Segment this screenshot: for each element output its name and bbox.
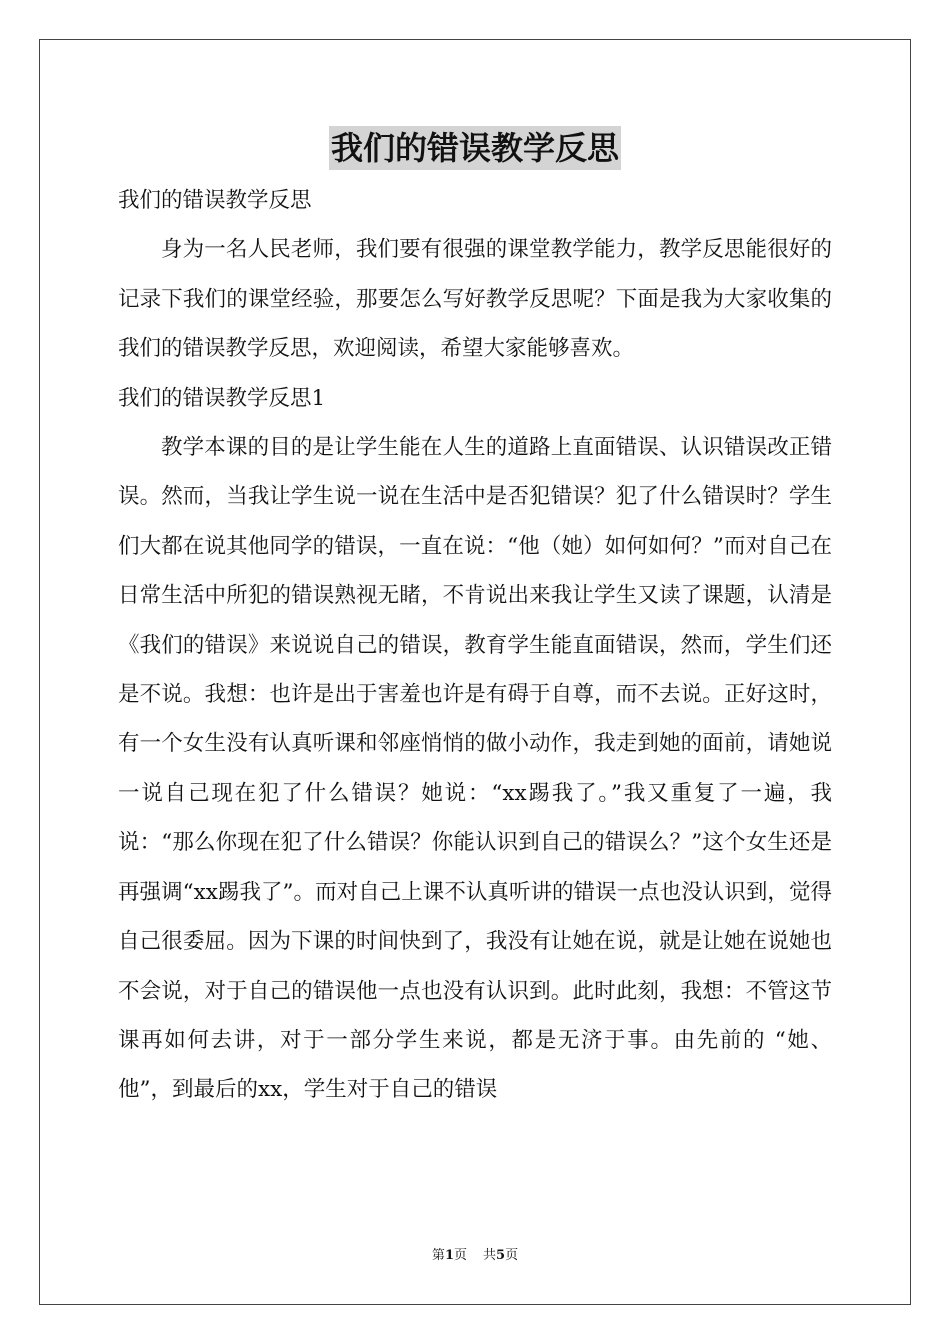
section-heading: 我们的错误教学反思 (118, 188, 312, 213)
section-heading: 我们的错误教学反思1 (118, 385, 326, 411)
footer-page-unit: 页 (453, 1248, 467, 1263)
page-footer (0, 1246, 950, 1266)
footer-total-unit: 页 (505, 1248, 519, 1263)
body-paragraph: 教学本课的目的是让学生能在人生的道路上直面错误、认识错误改正错误。然而，当我让学生说一说在生活中是否犯错误？犯了什么错误时？学生们大都在说其他同学的错误，一直在说：“他（她）如何如何？”而对自己在日常生活中所犯的错误熟视无睹，不肯说出来我让学生又读了课题，认清是《我们的错误》来说说自己的错误，教育学生能直面错误，然而，学生们还是不说。我想：也许是出于害羞也许是有碍于自尊，而不去说。正好这时，有一个女生没有认真听课和邻座悄悄的做小动作，我走到她的面前，请她说一说自己现在犯了什么错误？她说：“xx踢我了。”我又重复了一遍，我说：“那么你现在犯了什么错误？你能认识到自己的错误么？”这个女生还是再强调“xx踢我了”。而对自己上课不认真听讲的错误一点也没认识到，觉得自己很委屈。因为下课的时间快到了，我没有让她在说，就是让她在说她也不会说，对于自己的错误他一点也没有认识到。此时此刻，我想：不管这节课再如何去讲，对于一部分学生来说，都是无济于事。由先前的 “她、他”，到最后的xx，学生对于自己的错误 (118, 435, 832, 1103)
footer-prefix: 第 (431, 1248, 445, 1263)
document-body (118, 176, 832, 1115)
title-area (0, 126, 950, 170)
footer-total-prefix: 共 (483, 1248, 497, 1263)
document-title: 我们的错误教学反思 (329, 126, 621, 170)
intro-paragraph: 身为一名人民老师，我们要有很强的课堂教学能力，教学反思能很好的记录下我们的课堂经验，那要怎么写好教学反思呢？下面是我为大家收集的我们的错误教学反思，欢迎阅读，希望大家能够喜欢。 (118, 237, 832, 362)
current-page-number: 1 (444, 1248, 454, 1263)
total-page-count: 5 (496, 1248, 506, 1263)
